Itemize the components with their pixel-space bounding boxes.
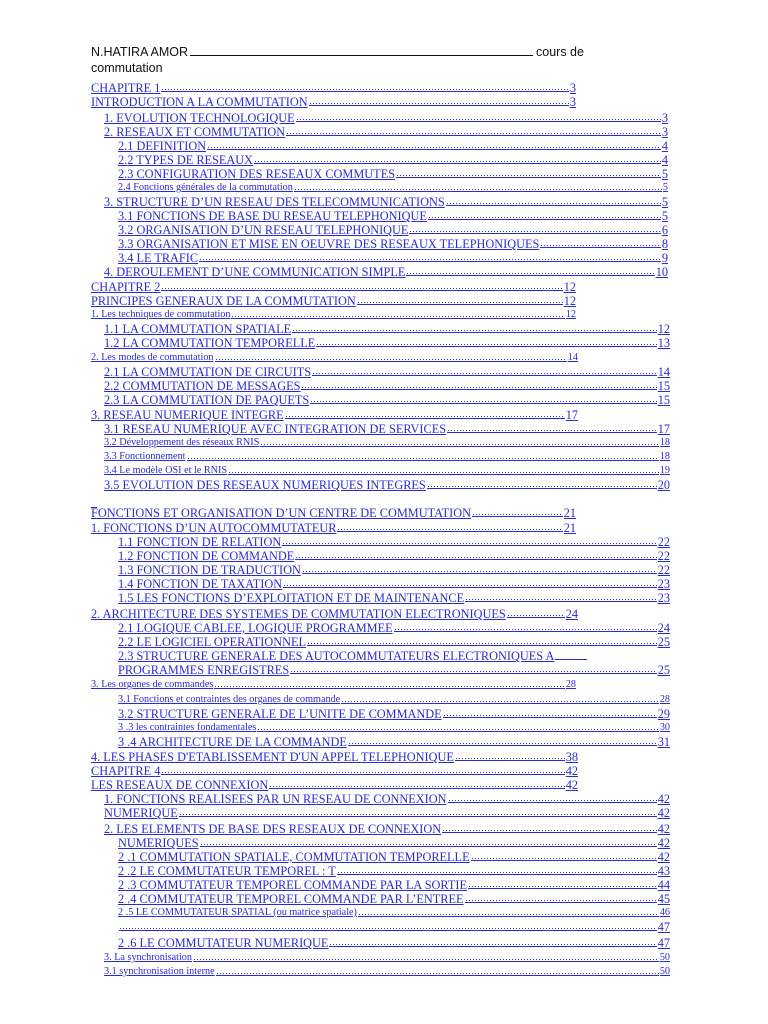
toc-entry[interactable] (118, 663, 670, 677)
toc-dot-leader (161, 771, 564, 775)
toc-entry-title: 3.1 FONCTIONS DE BASE DU RESEAU TELEPHONIQUE (118, 209, 427, 223)
toc-entry-title: 2 .1 COMMUTATION SPATIALE, COMMUTATION TEMPORELLE (118, 850, 470, 864)
toc-entry[interactable] (104, 822, 670, 836)
toc-entry-title: 1.1 FONCTION DE RELATION (118, 535, 282, 549)
toc-entry-title: 2 .2 LE COMMUTATEUR TEMPOREL : T (118, 864, 336, 878)
toc-entry-title: FONCTIONS ET ORGANISATION D’UN CENTRE DE COMMUTATION (91, 506, 471, 520)
toc-page-number: 3 (569, 95, 576, 109)
toc-entry[interactable] (118, 549, 670, 563)
toc-entry-title: 4. DEROULEMENT D’UNE COMMUNICATION SIMPLE (104, 265, 406, 279)
toc-page-number: 12 (563, 280, 576, 294)
toc-dot-leader (540, 244, 660, 248)
toc-entry-title: 3.1 RESEAU NUMERIQUE AVEC INTEGRATION DE SERVICES (104, 422, 447, 436)
toc-dot-leader (285, 415, 565, 419)
toc-entry[interactable] (91, 764, 578, 778)
toc-entry[interactable] (104, 322, 670, 336)
page-header (91, 43, 611, 76)
toc-page-number: 20 (657, 478, 670, 492)
toc-entry-title: 3.1 synchronisation interne (104, 966, 215, 977)
toc-page-number: 18 (659, 451, 670, 462)
toc-dot-leader (161, 88, 568, 92)
toc-entry[interactable] (104, 365, 670, 379)
toc-entry-title: 2.1 LOGIQUE CABLEE, LOGIQUE PROGRAMMEE (118, 621, 393, 635)
toc-entry-title: 3.2 STRUCTURE GENERALE DE L’UNITE DE COMMANDE (118, 707, 442, 721)
toc-dot-leader (302, 570, 657, 574)
toc-entry[interactable] (91, 678, 576, 692)
toc-entry-title: NUMERIQUE (104, 806, 178, 820)
toc-entry-title: 2 .4 COMMUTATEUR TEMPOREL COMMANDE PAR L’ENTREE (118, 892, 464, 906)
toc-entry[interactable] (104, 422, 670, 436)
toc-page-number: 19 (659, 465, 670, 476)
toc-dot-leader (337, 528, 562, 532)
toc-entry-title: 3. La synchronisation (104, 952, 192, 963)
toc-entry[interactable] (118, 167, 668, 181)
toc-page-number: 21 (563, 506, 576, 520)
toc-dot-leader (447, 429, 657, 433)
toc-page-number: 31 (657, 735, 670, 749)
toc-entry-title: 1.3 FONCTION DE TRADUCTION (118, 563, 301, 577)
toc-entry[interactable] (104, 806, 670, 820)
toc-page-number: 24 (657, 621, 670, 635)
toc-page-number: 12 (565, 309, 576, 320)
toc-dot-leader (428, 216, 661, 220)
toc-page-number: 45 (657, 892, 670, 906)
toc-page-number: 23 (657, 577, 670, 591)
toc-entry[interactable] (91, 607, 578, 621)
toc-page-number: 8 (661, 237, 668, 251)
toc-entry[interactable] (91, 506, 576, 520)
toc-page-number: 22 (657, 549, 670, 563)
toc-entry-title: PROGRAMMES ENREGISTRES (118, 663, 290, 677)
toc-entry[interactable] (118, 836, 670, 850)
toc-entry[interactable] (91, 351, 578, 365)
toc-entry-title: 3. STRUCTURE D’UN RESEAU DES TELECOMMUNICATIONS (104, 195, 445, 209)
toc-entry[interactable] (104, 478, 670, 492)
toc-entry[interactable] (104, 195, 668, 209)
toc-entry-title: 3.3 Fonctionnement (104, 451, 186, 462)
toc-page-number: 22 (657, 535, 670, 549)
toc-entry[interactable] (91, 521, 576, 535)
toc-page-number: 15 (657, 393, 670, 407)
toc-page-number: 12 (657, 322, 670, 336)
toc-dot-leader (294, 188, 662, 192)
toc-entry[interactable] (118, 635, 670, 649)
toc-entry[interactable] (118, 693, 670, 707)
toc-entry[interactable] (118, 878, 670, 892)
toc-entry[interactable] (118, 535, 670, 549)
toc-entry-title: 1.2 FONCTION DE COMMANDE (118, 549, 295, 563)
toc-dot-leader (443, 714, 657, 718)
toc-entry-title: LES RESEAUX DE CONNEXION (91, 778, 269, 792)
toc-dot-leader (357, 301, 563, 305)
toc-dot-leader (406, 272, 654, 276)
toc-dot-leader (254, 160, 661, 164)
toc-entry-title: 1.4 FONCTION DE TAXATION (118, 577, 283, 591)
toc-entry-title: 2.1 DEFINITION (118, 139, 207, 153)
toc-dot-leader (507, 614, 565, 618)
toc-page-number: 25 (657, 635, 670, 649)
course-title-part1: cours de (536, 45, 584, 59)
toc-entry[interactable] (91, 778, 578, 792)
toc-entry[interactable] (91, 750, 578, 764)
toc-dot-leader (312, 372, 657, 376)
toc-dot-leader (215, 358, 567, 362)
toc-entry-title: CHAPITRE 2 (91, 280, 161, 294)
toc-entry[interactable] (118, 850, 670, 864)
toc-entry[interactable] (118, 707, 670, 721)
toc-entry-title: 1. FONCTIONS REALISEES PAR UN RESEAU DE CONNEXION (104, 792, 447, 806)
toc-page-number: 3 (569, 81, 576, 95)
toc-dot-leader (465, 899, 657, 903)
toc-entry[interactable] (118, 577, 670, 591)
toc-page-number: 17 (565, 408, 578, 422)
toc-dot-leader (471, 857, 657, 861)
toc-entry[interactable] (118, 906, 670, 920)
toc-entry-title: 2 .5 LE COMMUTATEUR SPATIAL (ou matrice spatiale) (118, 907, 357, 918)
toc-entry-title: 3.5 EVOLUTION DES RESEAUX NUMERIQUES INTEGRES (104, 478, 426, 492)
toc-entry[interactable] (104, 393, 670, 407)
toc-page-number: 14 (657, 365, 670, 379)
toc-dot-leader (200, 843, 657, 847)
header-rule (190, 43, 533, 56)
toc-page-number: 47 (657, 936, 670, 950)
toc-dot-leader (394, 628, 657, 632)
toc-dot-leader (316, 343, 656, 347)
toc-entry[interactable] (118, 721, 670, 735)
toc-entry[interactable] (104, 450, 670, 464)
toc-dot-leader (455, 757, 565, 761)
toc-page-number: 25 (657, 663, 670, 677)
toc-dot-leader (341, 700, 659, 704)
toc-entry[interactable] (118, 591, 670, 605)
toc-entry[interactable] (104, 951, 670, 965)
toc-entry[interactable] (104, 379, 670, 393)
toc-entry[interactable] (91, 294, 576, 308)
toc-page-number: 22 (657, 563, 670, 577)
toc-page-number: 42 (565, 778, 578, 792)
toc-page-number: 14 (567, 352, 578, 363)
toc-entry-title: 2. LES ELEMENTS DE BASE DES RESEAUX DE CONNEXION (104, 822, 442, 836)
toc-entry-title: 3. Les organes de commandes (91, 679, 214, 690)
toc-entry[interactable] (104, 336, 670, 350)
toc-dot-leader (358, 913, 659, 917)
toc-entry[interactable] (91, 280, 576, 294)
toc-page-number: 4 (661, 139, 668, 153)
toc-dot-leader (257, 728, 658, 732)
toc-entry[interactable] (118, 139, 668, 153)
toc-page-number: 5 (661, 167, 668, 181)
toc-page-number: 30 (659, 722, 670, 733)
toc-page-number: 42 (565, 764, 578, 778)
toc-entry[interactable] (118, 892, 670, 906)
toc-dot-leader (295, 556, 656, 560)
toc-entry-title: 1. Les techniques de commutation (91, 309, 231, 320)
toc-dot-leader (269, 785, 564, 789)
toc-entry[interactable] (118, 181, 668, 195)
toc-entry[interactable] (91, 308, 576, 322)
toc-dot-leader (216, 972, 659, 976)
toc-entry-title: 4. LES PHASES D'ETABLISSEMENT D'UN APPEL TELEPHONIQUE (91, 750, 454, 764)
toc-entry-title: 1. FONCTIONS D’UN AUTOCOMMUTATEUR (91, 521, 337, 535)
toc-page-number: 38 (565, 750, 578, 764)
toc-entry[interactable] (104, 792, 670, 806)
toc-entry[interactable] (118, 251, 668, 265)
toc-dot-leader (442, 829, 657, 833)
toc-dot-leader (283, 584, 657, 588)
course-title-part2: commutation (91, 61, 163, 75)
toc-entry[interactable] (104, 965, 670, 979)
toc-dot-leader (282, 542, 656, 546)
toc-page-number: 42 (657, 806, 670, 820)
toc-entry-title: 3. RESEAU NUMERIQUE INTEGRE (91, 408, 284, 422)
toc-page-number: 3 (661, 111, 668, 125)
toc-dot-leader (555, 656, 587, 660)
toc-entry-title: 3.3 ORGANISATION ET MISE EN OEUVRE DES RESEAUX TELEPHONIQUES (118, 237, 540, 251)
toc-dot-leader (337, 871, 657, 875)
toc-entry-title: 1. EVOLUTION TECHNOLOGIQUE (104, 111, 295, 125)
toc-page-number: 5 (661, 209, 668, 223)
toc-entry-title: 2 .6 LE COMMUTATEUR NUMERIQUE (118, 936, 329, 950)
toc-entry-title: 2. ARCHITECTURE DES SYSTEMES DE COMMUTATION ELECTRONIQUES (91, 607, 506, 621)
toc-entry[interactable] (104, 111, 668, 125)
toc-entry[interactable] (118, 237, 668, 251)
toc-page-number: 42 (657, 850, 670, 864)
toc-page-number: 42 (657, 836, 670, 850)
toc-dot-leader (427, 485, 657, 489)
toc-page-number: 46 (659, 907, 670, 918)
toc-dot-leader (292, 329, 657, 333)
toc-dot-leader (187, 457, 659, 461)
toc-entry-title: 1.5 LES FONCTIONS D’EXPLOITATION ET DE MAINTENANCE (118, 591, 465, 605)
toc-entry[interactable] (118, 563, 670, 577)
toc-entry-title: PRINCIPES GENERAUX DE LA COMMUTATION (91, 294, 356, 308)
toc-dot-leader (310, 400, 656, 404)
toc-page-number: 50 (659, 952, 670, 963)
toc-page-number: 12 (563, 294, 576, 308)
toc-page-number: 10 (655, 265, 668, 279)
toc-page-number: 47 (657, 920, 670, 934)
toc-entry-title: CHAPITRE 1 (91, 81, 161, 95)
toc-entry-title: 1.1 LA COMMUTATION SPATIALE (104, 322, 292, 336)
toc-entry[interactable] (118, 920, 670, 934)
toc-entry-title: 3.4 LE TRAFIC (118, 251, 199, 265)
toc-page-number: 6 (661, 223, 668, 237)
toc-page-number: 50 (659, 966, 670, 977)
toc-entry-title: 2 .3 COMMUTATEUR TEMPOREL COMMANDE PAR LA SORTIE (118, 878, 468, 892)
toc-entry-title: NUMERIQUES (118, 836, 199, 850)
toc-dot-leader (260, 443, 658, 447)
toc-entry[interactable] (91, 81, 576, 95)
toc-entry[interactable] (118, 223, 668, 237)
toc-entry-title: 3 .3 les contraintes fondamentales (118, 722, 257, 733)
toc-entry-title: 3.4 Le modèle OSI et le RNIS (104, 465, 228, 476)
toc-entry-title: CHAPITRE 4 (91, 764, 161, 778)
toc-entry-title: 2.2 LE LOGICIEL OPERATIONNEL (118, 635, 307, 649)
toc-page-number: 3 (661, 125, 668, 139)
toc-entry[interactable] (91, 95, 576, 109)
toc-page-number: 5 (662, 182, 668, 193)
toc-page-number: 42 (657, 822, 670, 836)
toc-entry-title: 2.3 CONFIGURATION DES RESEAUX COMMUTES (118, 167, 396, 181)
toc-page-number: 15 (657, 379, 670, 393)
toc-entry-title: 2. Les modes de commutation (91, 352, 214, 363)
toc-page-number: 43 (657, 864, 670, 878)
toc-page-number: 18 (659, 437, 670, 448)
toc-dot-leader (286, 132, 661, 136)
toc-dot-leader (329, 943, 656, 947)
toc-entry-title: 2.2 COMMUTATION DE MESSAGES (104, 379, 301, 393)
toc-dot-leader (199, 258, 661, 262)
toc-dot-leader (290, 670, 657, 674)
toc-entry[interactable] (104, 436, 670, 450)
toc-page-number: 24 (565, 607, 578, 621)
toc-dot-leader (207, 146, 661, 150)
toc-page-number: 13 (657, 336, 670, 350)
toc-entry[interactable] (104, 464, 670, 478)
toc-dot-leader (119, 927, 657, 931)
toc-entry[interactable] (118, 649, 588, 663)
toc-page-number: 29 (657, 707, 670, 721)
toc-entry-title: 2.2 TYPES DE RESEAUX (118, 153, 254, 167)
toc-dot-leader (307, 642, 657, 646)
toc-dot-leader (161, 287, 562, 291)
toc-entry[interactable] (118, 735, 670, 749)
toc-entry-title: 3.1 Fonctions et contraintes des organes de commande (118, 694, 341, 705)
toc-page-number: 28 (565, 679, 576, 690)
toc-page-number: 28 (659, 694, 670, 705)
toc-entry[interactable] (118, 864, 670, 878)
toc-dot-leader (193, 958, 659, 962)
toc-dot-leader (446, 202, 661, 206)
toc-dot-leader (231, 315, 564, 319)
toc-dot-leader (396, 174, 661, 178)
toc-entry[interactable] (118, 209, 668, 223)
toc-dot-leader (472, 513, 563, 517)
toc-dot-leader (179, 813, 657, 817)
toc-dot-leader (409, 230, 660, 234)
author-name: N.HATIRA AMOR (91, 45, 189, 59)
toc-dot-leader (348, 742, 657, 746)
toc-page-number: 5 (661, 195, 668, 209)
toc-entry[interactable] (118, 153, 668, 167)
toc-entry[interactable] (118, 621, 670, 635)
toc-entry-title: 2.4 Fonctions générales de la commutation (118, 182, 293, 193)
toc-dot-leader (465, 598, 657, 602)
toc-entry-title: 2.1 LA COMMUTATION DE CIRCUITS (104, 365, 312, 379)
toc-entry-title: 3 .4 ARCHITECTURE DE LA COMMANDE (118, 735, 347, 749)
toc-entry[interactable] (118, 936, 670, 950)
toc-entry-title: 3.2 ORGANISATION D’UN RESEAU TELEPHONIQUE (118, 223, 409, 237)
toc-dot-leader (301, 386, 656, 390)
toc-dot-leader (228, 471, 659, 475)
toc-page-number: 4 (661, 153, 668, 167)
toc-page-number: 42 (657, 792, 670, 806)
toc-dot-leader (468, 885, 657, 889)
toc-page-number: 9 (661, 251, 668, 265)
toc-page-number: 23 (657, 591, 670, 605)
toc-dot-leader (296, 118, 661, 122)
toc-dot-leader (309, 102, 569, 106)
toc-entry[interactable] (104, 125, 668, 139)
toc-entry-title: 3.2 Développement des réseaux RNIS (104, 437, 260, 448)
toc-entry-title: 2.3 STRUCTURE GENERALE DES AUTOCOMMUTATEURS ELECTRONIQUES A (118, 649, 555, 663)
toc-page-number: 17 (657, 422, 670, 436)
toc-entry[interactable] (91, 408, 578, 422)
toc-entry-title: 1.2 LA COMMUTATION TEMPORELLE (104, 336, 316, 350)
toc-dot-leader (448, 799, 657, 803)
toc-entry-title: 2. RESEAUX ET COMMUTATION (104, 125, 286, 139)
toc-page-number: 21 (563, 521, 576, 535)
toc-entry[interactable] (104, 265, 668, 279)
toc-dot-leader (214, 685, 565, 689)
toc-entry-title: 2.3 LA COMMUTATION DE PAQUETS (104, 393, 310, 407)
toc-entry-title: INTRODUCTION A LA COMMUTATION (91, 95, 308, 109)
toc-page-number: 44 (657, 878, 670, 892)
